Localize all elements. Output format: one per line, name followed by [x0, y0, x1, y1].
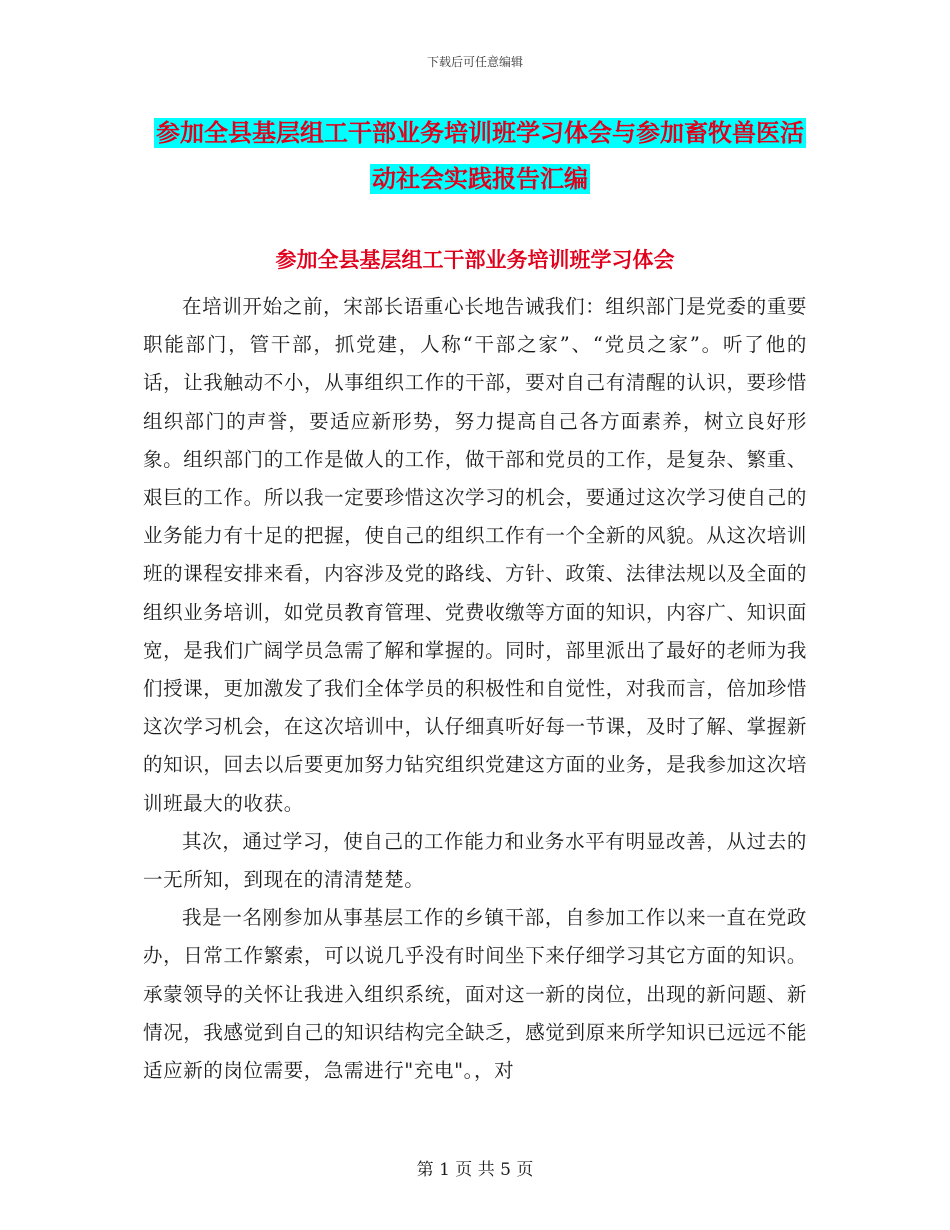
document-title: [145, 110, 815, 202]
paragraph: 在培训开始之前，宋部长语重心长地告诫我们：组织部门是党委的重要职能部门，管干部，抓党建，人称“干部之家”、“党员之家”。听了他的话，让我触动不小，从事组织工作的干部，要对自己有清醒的认识，要珍惜组织部门的声誉，要适应新形势，努力提高自己各方面素养，树立良好形象。组织部门的工作是做人的工作，做干部和党员的工作，是复杂、繁重、艰巨的工作。所以我一定要珍惜这次学习的机会，要通过这次学习使自己的业务能力有十足的把握，使自己的组织工作有一个全新的风貌。从这次培训班的课程安排来看，内容涉及党的路线、方针、政策、法律法规以及全面的组织业务培训，如党员教育管理、党费收缴等方面的知识，内容广、知识面宽，是我们广阔学员急需了解和掌握的。同时，部里派出了最好的老师为我们授课，更加激发了我们全体学员的积极性和自觉性，对我而言，倍加珍惜这次学习机会，在这次培训中，认仔细真听好每一节课，及时了解、掌握新的知识，回去以后要更加努力钻究组织党建这方面的业务，是我参加这次培训班最大的收获。: [143, 295, 807, 815]
paragraph: 其次，通过学习，使自己的工作能力和业务水平有明显改善，从过去的一无所知，到现在的清清楚楚。: [143, 829, 807, 892]
header-note: 下载后可任意编辑: [426, 55, 523, 69]
page-number-footer: 第 1 页 共 5 页: [416, 1160, 534, 1180]
section-title: 参加全县基层组工干部业务培训班学习体会: [275, 248, 675, 272]
body-text: [143, 288, 807, 1090]
paragraph: 我是一名刚参加从事基层工作的乡镇干部，自参加工作以来一直在党政办，日常工作繁索，可以说几乎没有时间坐下来仔细学习其它方面的知识。承蒙领导的关怀让我进入组织系统，面对这一新的岗位，出现的新问题、新情况，我感觉到自己的知识结构完全缺乏，感觉到原来所学知识已远远不能适应新的岗位需要，急需进行"充电"。，对: [143, 906, 807, 1083]
document-title-text: 参加全县基层组工干部业务培训班学习体会与参加畜牧兽医活动社会实践报告汇编: [156, 119, 804, 193]
